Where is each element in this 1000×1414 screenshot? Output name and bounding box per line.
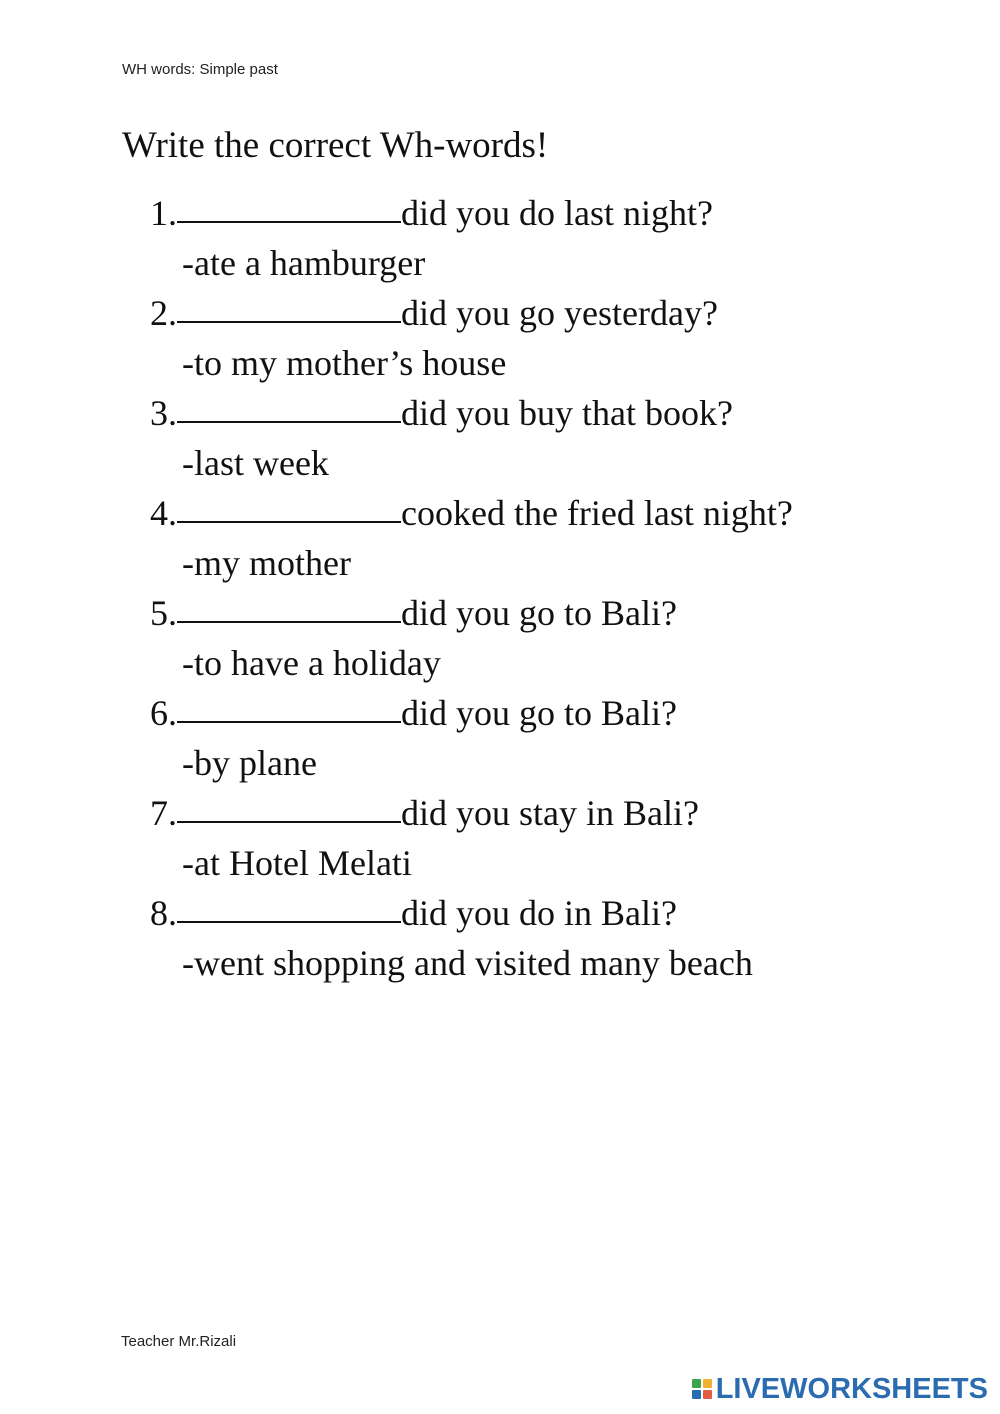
answer-hint: -ate a hamburger xyxy=(182,243,426,283)
liveworksheets-logo-icon xyxy=(692,1379,712,1399)
brand-watermark[interactable] xyxy=(692,1372,988,1406)
answer-hint: -at Hotel Melati xyxy=(182,843,412,883)
question-number: 4. xyxy=(150,493,177,533)
question-number: 6. xyxy=(150,693,177,733)
question-item xyxy=(150,688,970,788)
question-number: 1. xyxy=(150,193,177,233)
question-text: did you stay in Bali? xyxy=(401,793,699,833)
question-line xyxy=(150,788,970,838)
question-item xyxy=(150,388,970,488)
question-text: did you go yesterday? xyxy=(401,293,718,333)
answer-blank[interactable] xyxy=(177,187,401,223)
brand-name: LIVEWORKSHEETS xyxy=(715,1372,988,1405)
question-text: did you do in Bali? xyxy=(401,893,677,933)
question-number: 5. xyxy=(150,593,177,633)
question-item xyxy=(150,188,970,288)
answer-hint: -went shopping and visited many beach xyxy=(182,943,753,983)
question-item xyxy=(150,788,970,888)
question-line xyxy=(150,888,970,938)
question-text: cooked the fried last night? xyxy=(401,493,793,533)
question-line xyxy=(150,588,970,638)
question-line xyxy=(150,688,970,738)
answer-blank[interactable] xyxy=(177,387,401,423)
question-text: did you do last night? xyxy=(401,193,713,233)
answer-blank[interactable] xyxy=(177,887,401,923)
page-header: WH words: Simple past xyxy=(122,61,278,78)
answer-hint: -to have a holiday xyxy=(182,643,441,683)
question-item xyxy=(150,588,970,688)
question-item xyxy=(150,888,970,988)
question-text: did you buy that book? xyxy=(401,393,733,433)
question-item xyxy=(150,488,970,588)
answer-hint: -my mother xyxy=(182,543,351,583)
question-number: 2. xyxy=(150,293,177,333)
teacher-name: Teacher Mr.Rizali xyxy=(121,1333,237,1350)
question-text: did you go to Bali? xyxy=(401,593,677,633)
answer-blank[interactable] xyxy=(177,287,401,323)
answer-blank[interactable] xyxy=(177,787,401,823)
answer-hint: -to my mother’s house xyxy=(182,343,507,383)
answer-blank[interactable] xyxy=(177,587,401,623)
question-text: did you go to Bali? xyxy=(401,693,677,733)
logo-tile xyxy=(703,1390,712,1399)
worksheet-title: Write the correct Wh-words! xyxy=(122,125,549,166)
question-line xyxy=(150,188,970,238)
question-number: 7. xyxy=(150,793,177,833)
question-line xyxy=(150,488,970,538)
question-line xyxy=(150,288,970,338)
logo-tile xyxy=(692,1390,701,1399)
answer-hint: -by plane xyxy=(182,743,317,783)
question-list xyxy=(150,188,970,988)
answer-hint: -last week xyxy=(182,443,329,483)
question-line xyxy=(150,388,970,438)
question-item xyxy=(150,288,970,388)
question-number: 3. xyxy=(150,393,177,433)
logo-tile xyxy=(703,1379,712,1388)
question-number: 8. xyxy=(150,893,177,933)
answer-blank[interactable] xyxy=(177,687,401,723)
logo-tile xyxy=(692,1379,701,1388)
answer-blank[interactable] xyxy=(177,487,401,523)
